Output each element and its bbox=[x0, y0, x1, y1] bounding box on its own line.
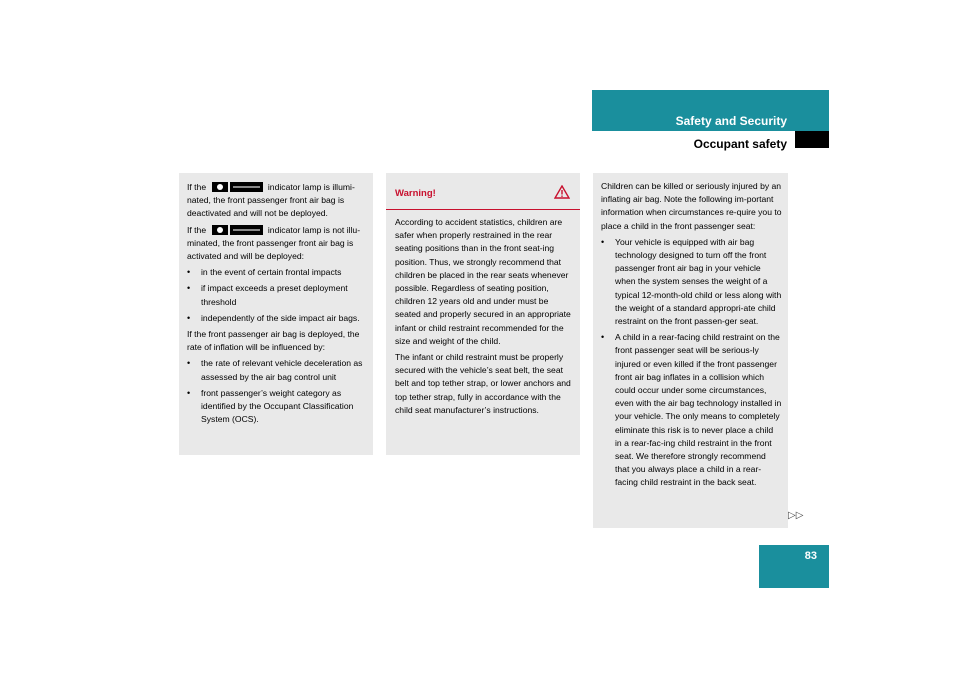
paragraph: If the indicator lamp is illumi-nated, the front passenger front air bag is deactivated and will not be deployed. bbox=[187, 182, 355, 219]
subsection-title: Occupant safety bbox=[693, 137, 787, 151]
passenger-airbag-off-indicator-icon bbox=[209, 182, 266, 192]
paragraph: The infant or child restraint must be properly secured with the vehicle’s seat belt, the seat belt and top tether strap, or lower anchors and top tether strap, fully in accordance with the child seat manufacturer’s instructions. bbox=[395, 352, 571, 415]
section-title: Safety and Security bbox=[675, 114, 787, 128]
continued-marker: ▷▷ bbox=[788, 510, 804, 521]
bullet-list bbox=[187, 357, 367, 426]
list-item: • if impact exceeds a preset deployment threshold bbox=[187, 282, 367, 308]
bullet-list bbox=[601, 236, 782, 490]
page-number-tab bbox=[759, 545, 829, 588]
warning-triangle-icon bbox=[554, 185, 570, 199]
column-airbag-indicator bbox=[179, 173, 373, 455]
list-item: • front passenger’s weight category as identified by the Occupant Classification System (OCS). bbox=[187, 387, 367, 427]
paragraph: According to accident statistics, children are safer when properly restrained in the rear seating positions than in the front seat-ing position. Thus, we strongly recommend that children be placed in the rear seats whenever possible. Regardless of seating position, children 12 years old and under must be seated and properly secured in an appropriate infant or child restraint recommended for the size and weight of the child. bbox=[395, 217, 571, 346]
column-child-safety bbox=[593, 173, 788, 528]
warning-header bbox=[386, 173, 580, 210]
passenger-airbag-off-indicator-icon bbox=[209, 225, 266, 235]
subsection-header bbox=[592, 131, 829, 151]
paragraph: Children can be killed or seriously injured by an inflating air bag. Note the following im-portant information when circumstances re-quire you to place a child in the front passenger seat: bbox=[601, 181, 782, 231]
warning-body bbox=[386, 210, 580, 417]
header-marker-block bbox=[795, 131, 829, 148]
list-item: • Your vehicle is equipped with air bag technology designed to turn off the front passenger front air bag in your vehicle when the system senses the weight of a typical 12-month-old child or less along with the weight of a standard appropri-ate child restraint on the front passen-ger seat. bbox=[601, 236, 782, 328]
list-item: • A child in a rear-facing child restraint on the front passenger seat will be serious-ly injured or even killed if the front passenger front air bag inflates in a collision which could occur under some circumstances, even with the air bag technology installed in your vehicle. The only means to completely eliminate this risk is to never place a child in a rear-fac-ing child restraint in the front seat. We therefore strongly recommend that you always place a child in a rear-facing child restraint in the back seat. bbox=[601, 331, 782, 489]
list-item: • the rate of relevant vehicle deceleration as assessed by the air bag control unit bbox=[187, 357, 367, 383]
section-header bbox=[592, 90, 829, 131]
paragraph: If the front passenger air bag is deployed, the rate of inflation will be influenced by: bbox=[187, 329, 360, 353]
list-item: • independently of the side impact air bags. bbox=[187, 312, 367, 325]
warning-title: Warning! bbox=[395, 188, 436, 199]
paragraph: If the indicator lamp is not illu-minated, the front passenger front air bag is activated and will be deployed: bbox=[187, 224, 361, 262]
warning-box bbox=[386, 173, 580, 455]
bullet-list bbox=[187, 266, 367, 325]
list-item: • in the event of certain frontal impacts bbox=[187, 266, 367, 279]
page-number: 83 bbox=[804, 550, 817, 562]
